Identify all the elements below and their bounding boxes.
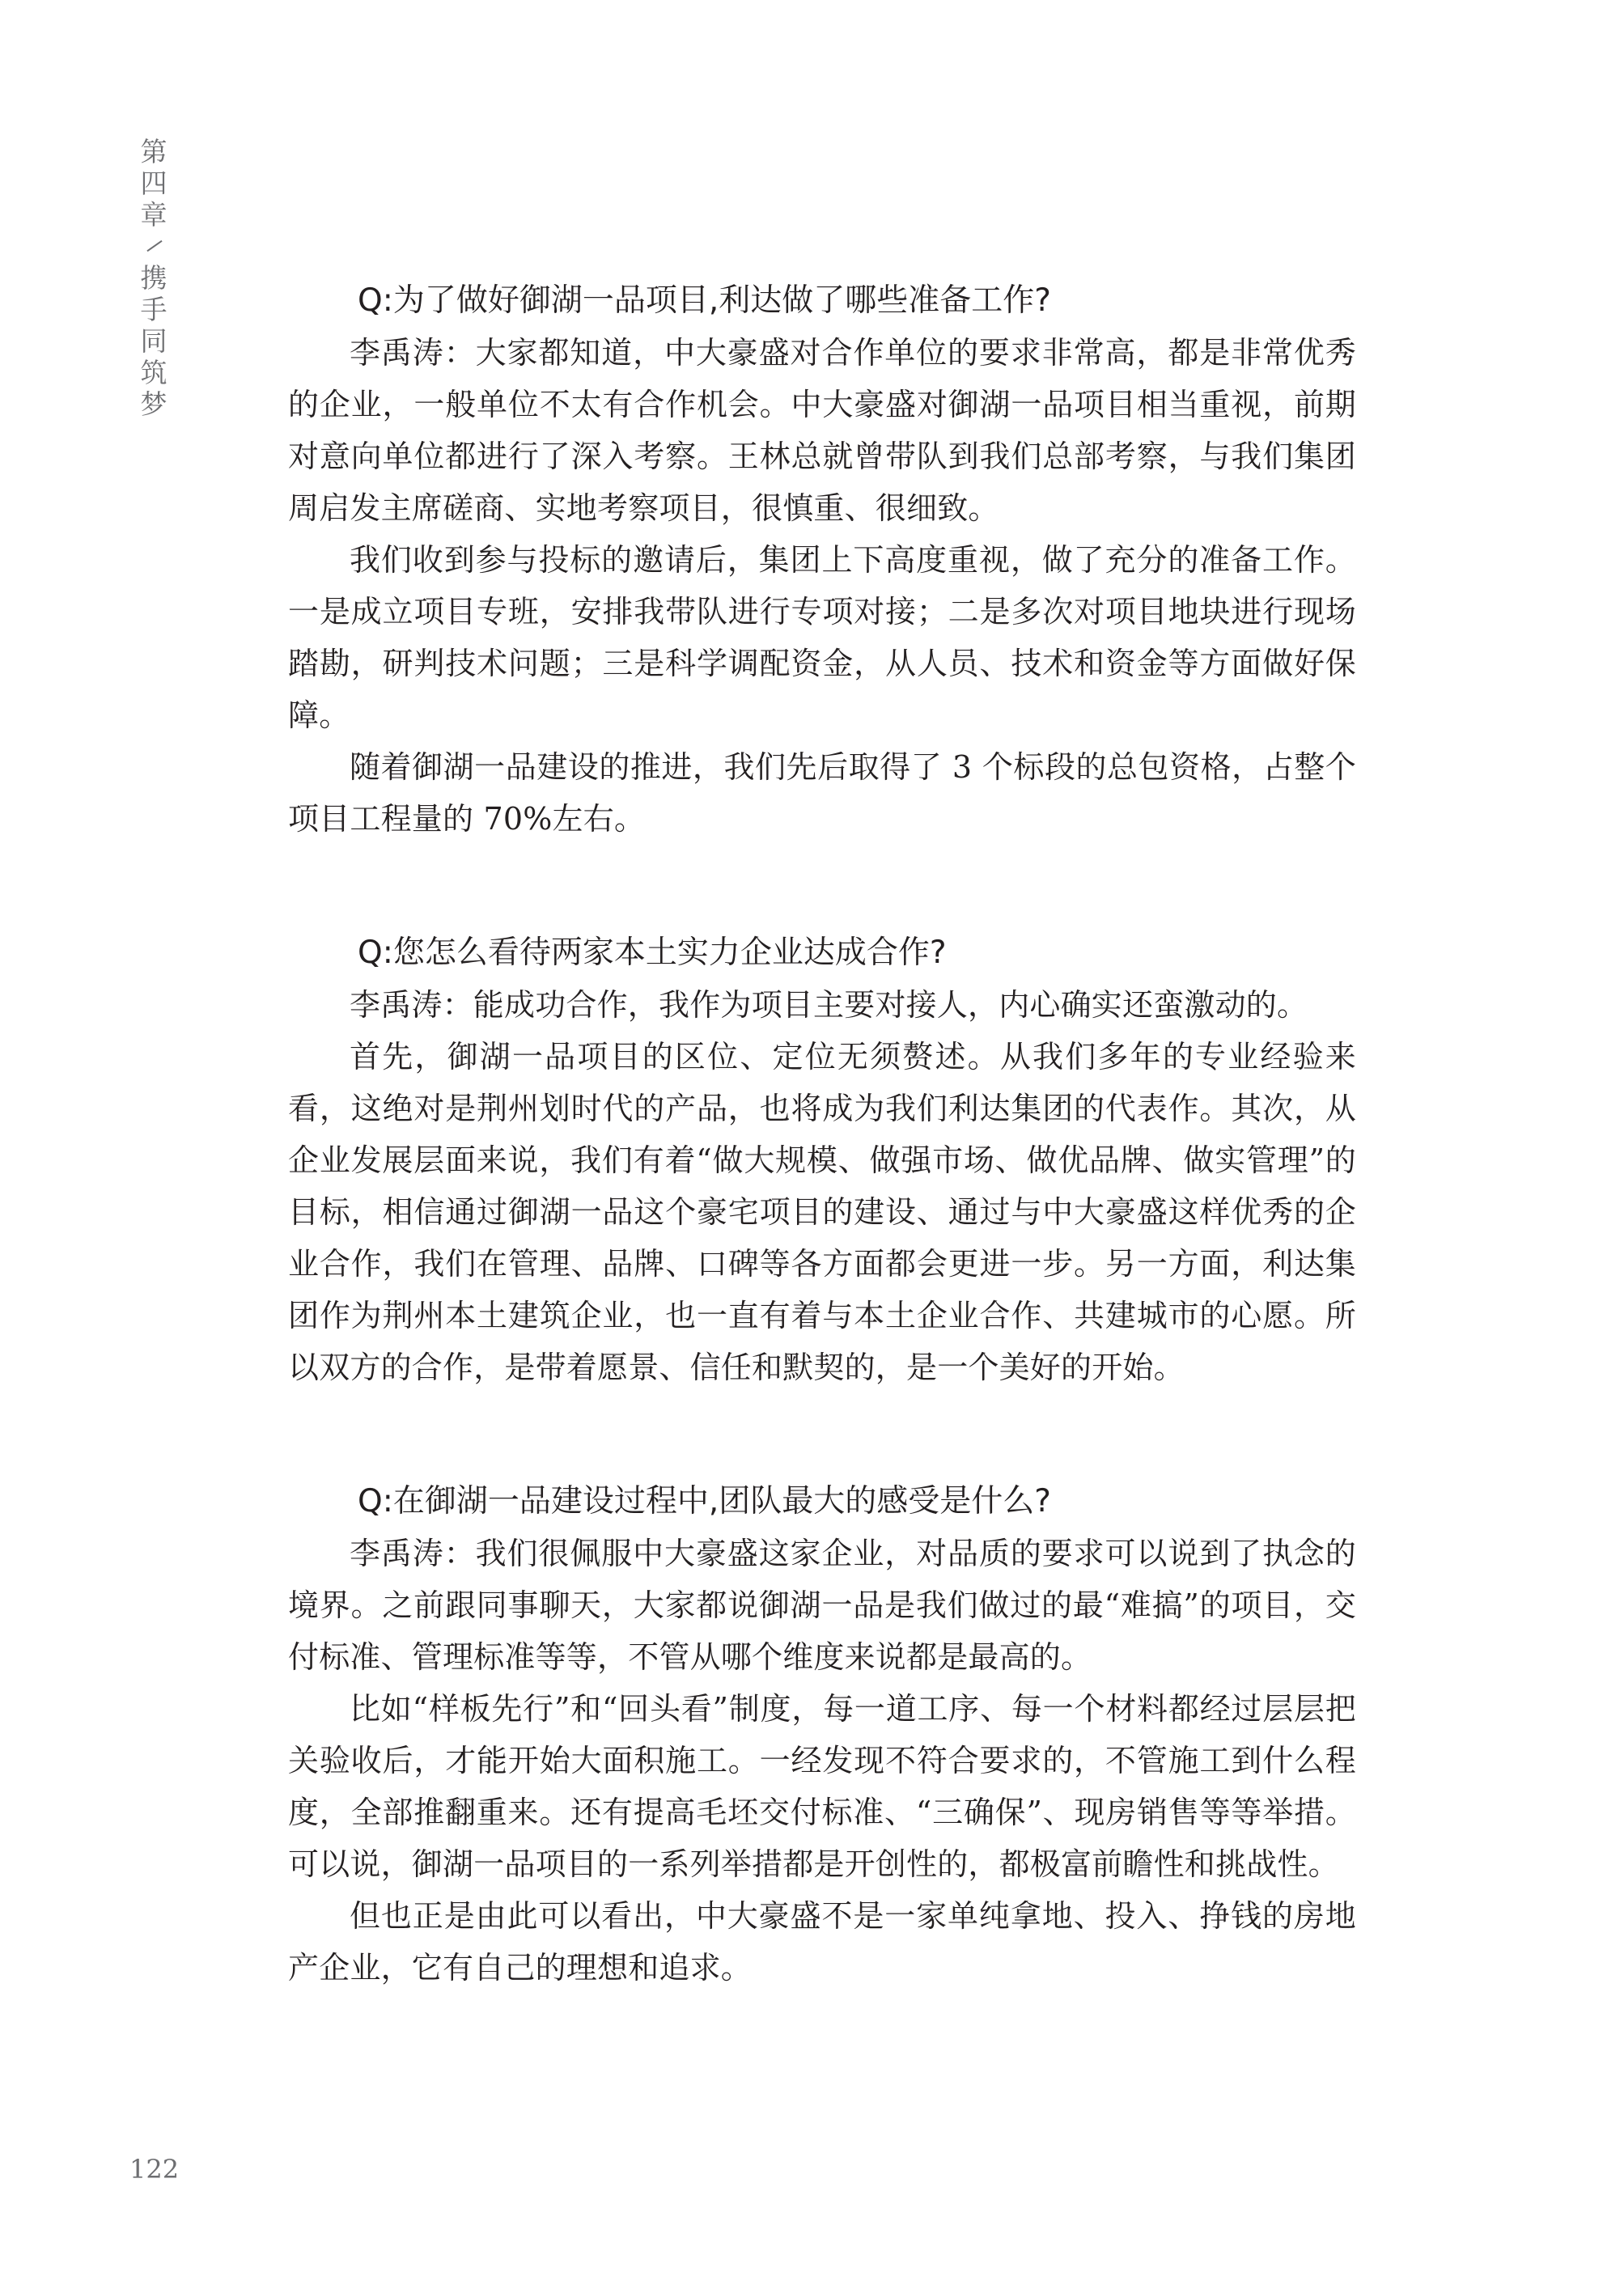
qa-section bbox=[288, 275, 1356, 845]
answer-paragraph: 李禹涛：我们很佩服中大豪盛这家企业，对品质的要求可以说到了执念的境界。之前跟同事聊天，大家都说御湖一品是我们做过的最“难搞”的项目，交付标准、管理标准等等，不管从哪个维度来说都是最高的。 bbox=[288, 1536, 1356, 1675]
qa-section bbox=[288, 1476, 1356, 1994]
question-heading: Q:在御湖一品建设过程中,团队最大的感受是什么? bbox=[358, 1483, 1051, 1519]
qa-section bbox=[288, 927, 1356, 1393]
chapter-char: 章 bbox=[140, 199, 167, 231]
chapter-char: 四 bbox=[140, 167, 167, 199]
answer-paragraph: 我们收到参与投标的邀请后，集团上下高度重视，做了充分的准备工作。一是成立项目专班，安排我带队进行专项对接；二是多次对项目地块进行现场踏勘，研判技术问题；三是科学调配资金，从人员、技术和资金等方面做好保障。 bbox=[288, 542, 1356, 733]
chapter-char: 同 bbox=[140, 325, 167, 357]
section-spacer bbox=[288, 845, 1356, 927]
answer-paragraph: 随着御湖一品建设的推进，我们先后取得了 3 个标段的总包资格，占整个项目工程量的 70%左右。 bbox=[288, 749, 1356, 837]
chapter-separator bbox=[136, 231, 172, 262]
chapter-running-header bbox=[136, 136, 172, 420]
page-number: 122 bbox=[129, 2154, 180, 2185]
answer-paragraph: 李禹涛：大家都知道，中大豪盛对合作单位的要求非常高，都是非常优秀的企业，一般单位不太有合作机会。中大豪盛对御湖一品项目相当重视，前期对意向单位都进行了深入考察。王林总就曾带队到我们总部考察，与我们集团周启发主席磋商、实地考察项目，很慎重、很细致。 bbox=[288, 335, 1356, 526]
chapter-char: 第 bbox=[140, 136, 167, 167]
chapter-char: 携 bbox=[140, 262, 167, 294]
answer-paragraph: 李禹涛：能成功合作，我作为项目主要对接人，内心确实还蛮激动的。 bbox=[350, 987, 1308, 1023]
answer-paragraph: 但也正是由此可以看出，中大豪盛不是一家单纯拿地、投入、挣钱的房地产企业，它有自己的理想和追求。 bbox=[288, 1898, 1356, 1986]
answer-paragraph: 比如“样板先行”和“回头看”制度，每一道工序、每一个材料都经过层层把关验收后，才能开始大面积施工。一经发现不符合要求的，不管施工到什么程度，全部推翻重来。还有提高毛坯交付标准、“三确保”、现房销售等等举措。可以说，御湖一品项目的一系列举措都是开创性的，都极富前瞻性和挑战性。 bbox=[288, 1691, 1356, 1882]
answer-paragraph: 首先，御湖一品项目的区位、定位无须赘述。从我们多年的专业经验来看，这绝对是荆州划时代的产品，也将成为我们利达集团的代表作。其次，从企业发展层面来说，我们有着“做大规模、做强市场、做优品牌、做实管理”的目标，相信通过御湖一品这个豪宅项目的建设、通过与中大豪盛这样优秀的企业合作，我们在管理、品牌、口碑等各方面都会更进一步。另一方面，利达集团作为荆州本土建筑企业，也一直有着与本土企业合作、共建城市的心愿。所以双方的合作，是带着愿景、信任和默契的，是一个美好的开始。 bbox=[288, 1039, 1356, 1385]
main-content bbox=[288, 275, 1356, 1994]
section-spacer bbox=[288, 1393, 1356, 1476]
chapter-char: 筑 bbox=[140, 357, 167, 388]
question-heading: Q:为了做好御湖一品项目,利达做了哪些准备工作? bbox=[358, 282, 1051, 319]
chapter-char: 梦 bbox=[140, 388, 167, 420]
chapter-char: 手 bbox=[140, 294, 167, 325]
question-heading: Q:您怎么看待两家本土实力企业达成合作? bbox=[358, 935, 947, 971]
